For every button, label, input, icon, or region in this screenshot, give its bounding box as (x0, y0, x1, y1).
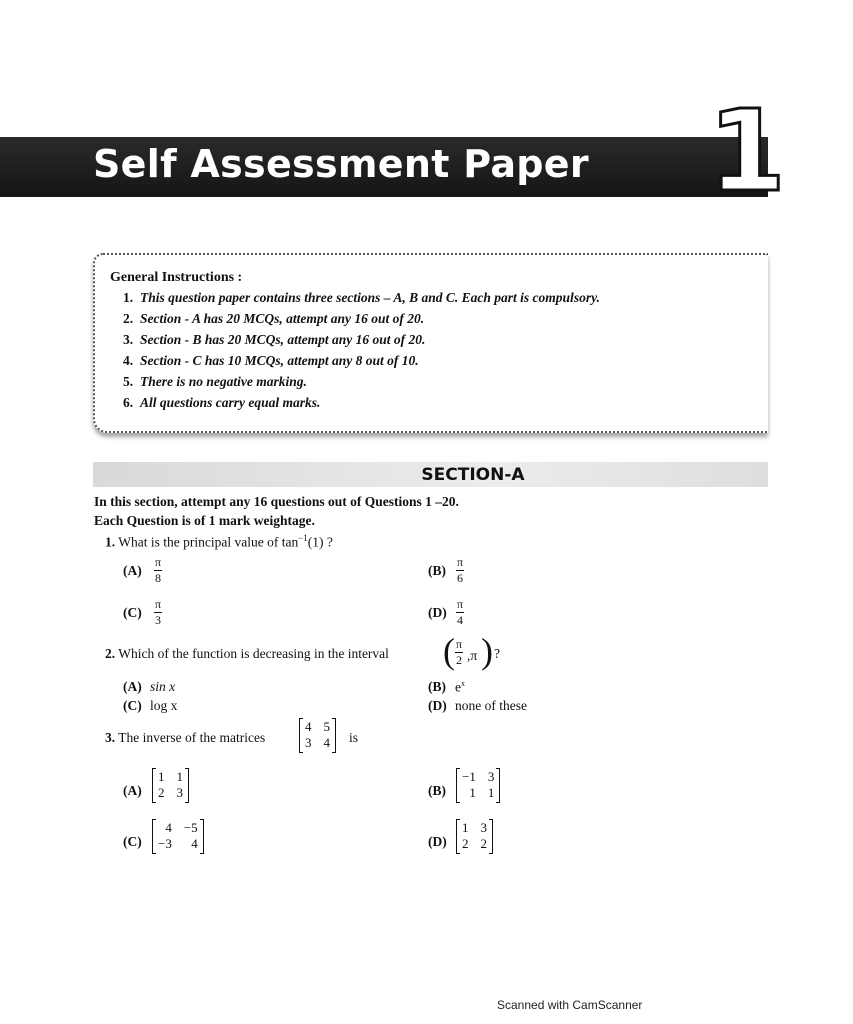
instruction-text: Section - C has 10 MCQs, attempt any 8 out of 10. (140, 353, 419, 368)
question-superscript: −1 (298, 533, 308, 543)
matrix-cell: −5 (183, 820, 198, 835)
instruction-text: Section - B has 20 MCQs, attempt any 16 out of 20. (140, 332, 426, 347)
section-intro-line: In this section, attempt any 16 questions out of Questions 1 –20. (94, 494, 459, 509)
interval-fraction (455, 638, 463, 666)
matrix-cell: 3 (176, 785, 183, 801)
question-3 (105, 730, 265, 746)
matrix-cell: 4 (305, 719, 312, 734)
question-number: 2. (105, 646, 116, 661)
interval-open-paren: ( (443, 631, 455, 671)
option-matrix (456, 769, 500, 802)
instruction-number: 6. (123, 395, 134, 410)
interval-upper-bound: ,π (467, 648, 478, 663)
question-text: Which of the function is decreasing in the interval (118, 646, 389, 661)
matrix-cell: 4 (323, 735, 330, 751)
option-text: sin x (150, 679, 176, 694)
fraction-denominator: 4 (457, 612, 464, 627)
instruction-item (123, 353, 600, 374)
instruction-item (123, 311, 600, 332)
section-title: SECTION-A (421, 465, 525, 485)
fraction-denominator: 6 (457, 570, 464, 585)
matrix-cell: 1 (176, 769, 183, 784)
section-weightage-line: Each Question is of 1 mark weightage. (94, 513, 315, 528)
question-tail: is (349, 730, 359, 745)
paper-number: 1 (708, 87, 786, 217)
option-fraction (154, 598, 162, 626)
instruction-number: 1. (123, 290, 134, 305)
question-number: 1. (105, 534, 116, 550)
matrix-cell: 1 (487, 785, 495, 801)
instruction-number: 5. (123, 374, 134, 389)
option-fraction (456, 598, 464, 626)
question-2 (105, 646, 389, 662)
option-matrix (152, 769, 189, 802)
instruction-item (123, 395, 600, 416)
option-text: none of these (455, 698, 527, 713)
fraction-numerator: π (457, 555, 464, 569)
option-fraction (456, 556, 464, 584)
fraction-denominator: 8 (155, 570, 162, 585)
question-number: 3. (105, 730, 116, 745)
matrix-cell: 3 (487, 769, 495, 784)
matrix-cell: 3 (305, 735, 312, 751)
matrix-cell: 1 (158, 769, 165, 784)
question-matrix (299, 719, 336, 752)
instructions-list (123, 290, 600, 416)
fraction-numerator: π (456, 637, 463, 651)
question-tail: (1) ? (307, 534, 333, 550)
option-label: (A) (123, 679, 142, 694)
option-label: (D) (428, 698, 447, 713)
question-1 (105, 533, 333, 551)
instruction-number: 2. (123, 311, 134, 326)
option-label: (C) (123, 834, 142, 849)
matrix-cell: 2 (158, 785, 165, 801)
option-matrix (456, 820, 493, 853)
fraction-numerator: π (155, 597, 162, 611)
option-text: log x (150, 698, 178, 713)
option-matrix (152, 820, 204, 853)
scanner-footer: Scanned with CamScanner (497, 998, 643, 1012)
option-label: (B) (428, 563, 446, 578)
matrix-cell: −3 (158, 836, 172, 852)
option-fraction (154, 556, 162, 584)
option-text (455, 679, 465, 696)
instructions-heading: General Instructions : (110, 270, 243, 285)
page-title: Self Assessment Paper (93, 142, 589, 186)
option-label: (D) (428, 605, 447, 620)
instruction-text: Section - A has 20 MCQs, attempt any 16 out of 20. (140, 311, 425, 326)
option-superscript: x (461, 679, 465, 688)
option-label: (B) (428, 679, 446, 694)
fraction-numerator: π (155, 555, 162, 569)
option-label: (A) (123, 563, 142, 578)
question-tail: ? (494, 646, 500, 661)
option-label: (C) (123, 698, 142, 713)
option-label: (D) (428, 834, 447, 849)
matrix-cell: 4 (191, 836, 198, 852)
question-text: What is the principal value of tan (118, 534, 299, 550)
fraction-denominator: 3 (155, 612, 162, 627)
matrix-cell: 1 (462, 820, 469, 835)
interval-close-paren: ) (481, 631, 493, 671)
option-label: (A) (123, 783, 142, 798)
fraction-denominator: 2 (456, 652, 463, 667)
matrix-cell: −1 (462, 769, 476, 784)
matrix-cell: 2 (462, 836, 469, 852)
instruction-text: All questions carry equal marks. (140, 395, 321, 410)
matrix-cell: 2 (480, 836, 487, 852)
option-base: e (455, 679, 461, 695)
option-label: (C) (123, 605, 142, 620)
question-text: The inverse of the matrices (118, 730, 266, 745)
matrix-cell: 1 (469, 785, 476, 801)
matrix-cell: 3 (480, 820, 487, 835)
instruction-text: This question paper contains three sections – A, B and C. Each part is compulsory. (140, 290, 600, 305)
matrix-cell: 5 (323, 719, 330, 734)
instruction-item (123, 290, 600, 311)
fraction-numerator: π (457, 597, 464, 611)
instruction-number: 3. (123, 332, 134, 347)
instruction-item (123, 374, 600, 395)
instruction-number: 4. (123, 353, 134, 368)
option-label: (B) (428, 783, 446, 798)
instruction-text: There is no negative marking. (140, 374, 307, 389)
matrix-cell: 4 (165, 820, 172, 835)
instruction-item (123, 332, 600, 353)
